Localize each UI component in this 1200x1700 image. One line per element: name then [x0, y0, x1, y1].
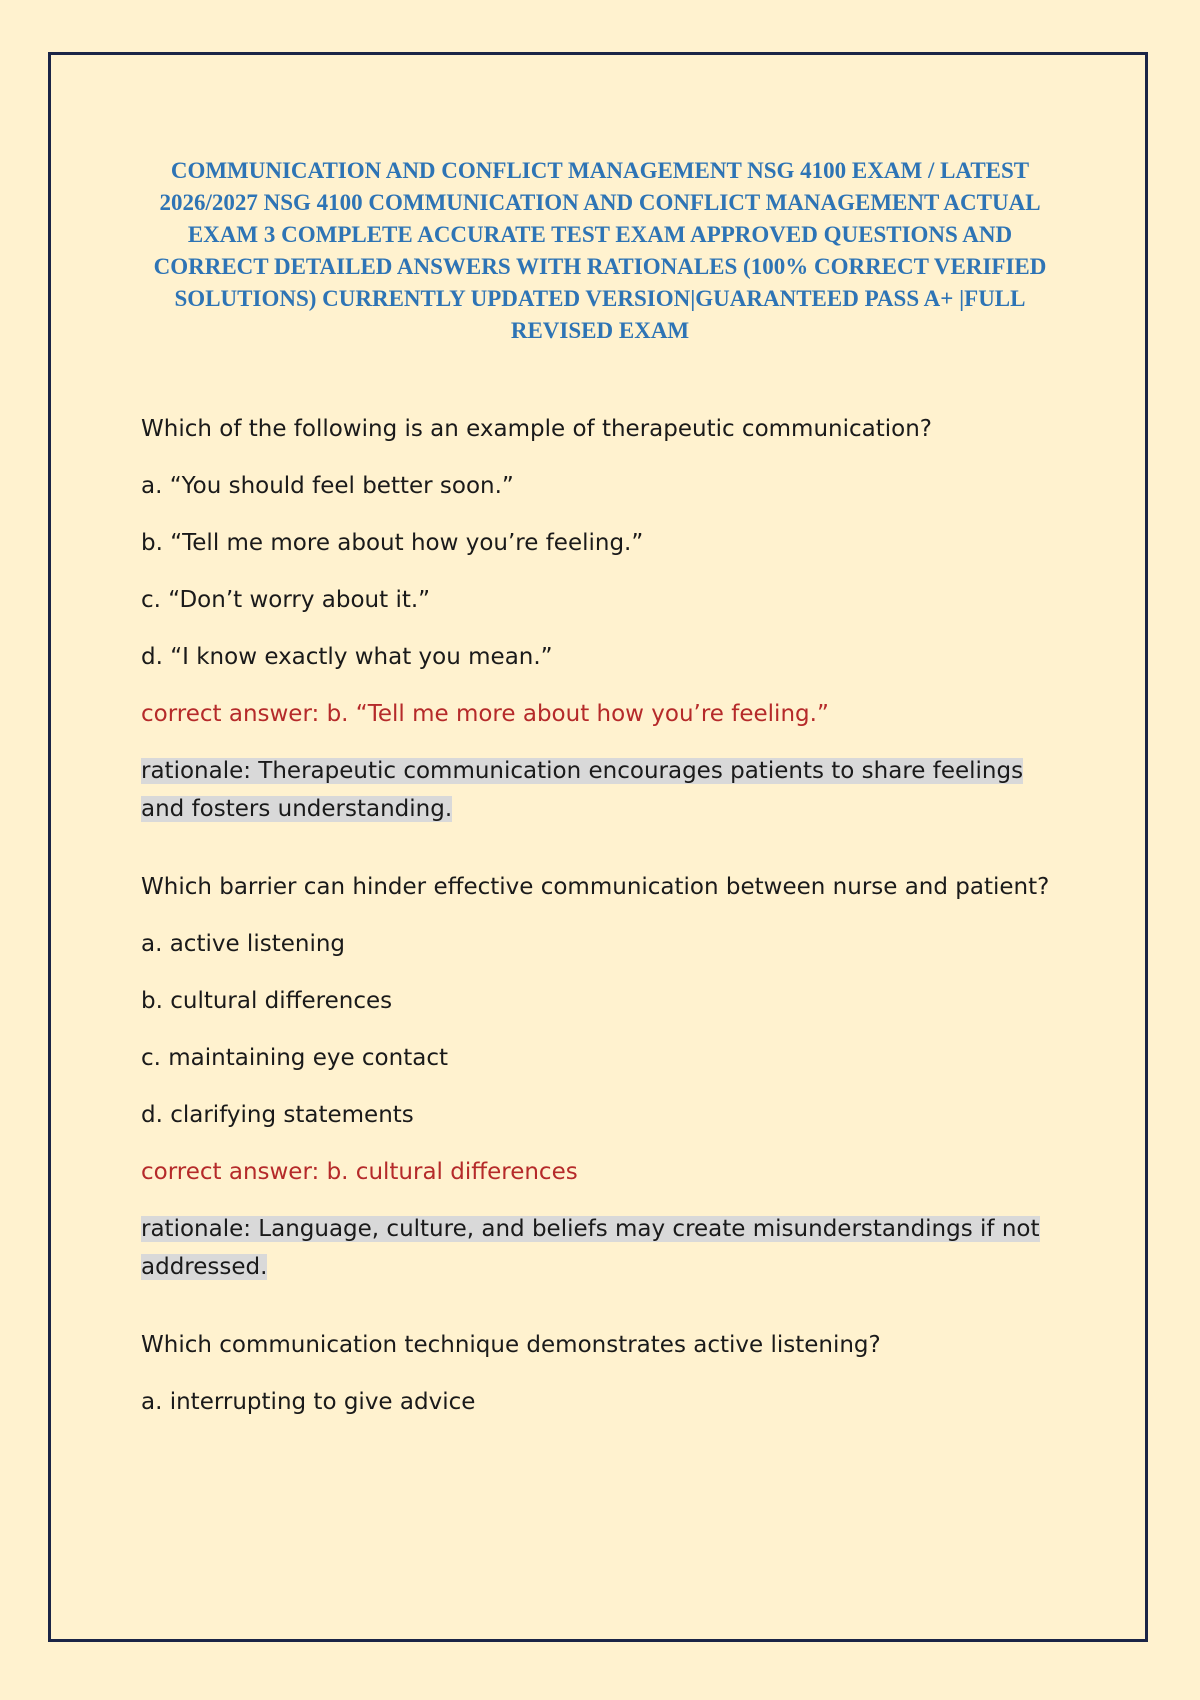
option-b: b. cultural differences — [141, 988, 393, 1014]
rationale — [141, 752, 1071, 828]
question-block-2 — [141, 868, 1071, 1286]
question-block-3 — [141, 1326, 1071, 1421]
option-a: a. active listening — [141, 931, 346, 957]
question-text: Which communication technique demonstrates active listening? — [141, 1332, 881, 1358]
option-a: a. “You should feel better soon.” — [141, 473, 514, 499]
option-d: d. “I know exactly what you mean.” — [141, 644, 553, 670]
questions-content — [141, 410, 1071, 1461]
question-text: Which barrier can hinder effective communication between nurse and patient? — [141, 874, 1050, 900]
question-block-1 — [141, 410, 1071, 828]
question-text: Which of the following is an example of therapeutic communication? — [141, 416, 933, 442]
rationale — [141, 1210, 1071, 1286]
rationale-text: rationale: Therapeutic communication encourages patients to share feelings and fosters understanding. — [141, 758, 1024, 822]
option-a: a. interrupting to give advice — [141, 1389, 476, 1415]
option-c: c. maintaining eye contact — [141, 1045, 448, 1071]
option-c: c. “Don’t worry about it.” — [141, 587, 431, 613]
document-title: COMMUNICATION AND CONFLICT MANAGEMENT NSG 4100 EXAM / LATEST 2026/2027 NSG 4100 COMMUNICATION AND CONFLICT MANAGEMENT ACTUAL EXAM 3 COMPLETE ACCURATE TEST EXAM APPROVED QUESTIONS AND CORRECT DETAILED ANSWERS WITH RATIONALES (100% CORRECT VERIFIED SOLUTIONS) CURRENTLY UPDATED VERSION|GUARANTEED PASS A+ |FULL REVISED EXAM — [153, 158, 1047, 343]
rationale-text: rationale: Language, culture, and beliefs may create misunderstandings if not addressed. — [141, 1216, 1040, 1280]
option-d: d. clarifying statements — [141, 1102, 414, 1128]
option-b: b. “Tell me more about how you’re feeling.” — [141, 530, 644, 556]
correct-answer: correct answer: b. “Tell me more about how you’re feeling.” — [141, 701, 829, 727]
correct-answer: correct answer: b. cultural differences — [141, 1159, 578, 1185]
